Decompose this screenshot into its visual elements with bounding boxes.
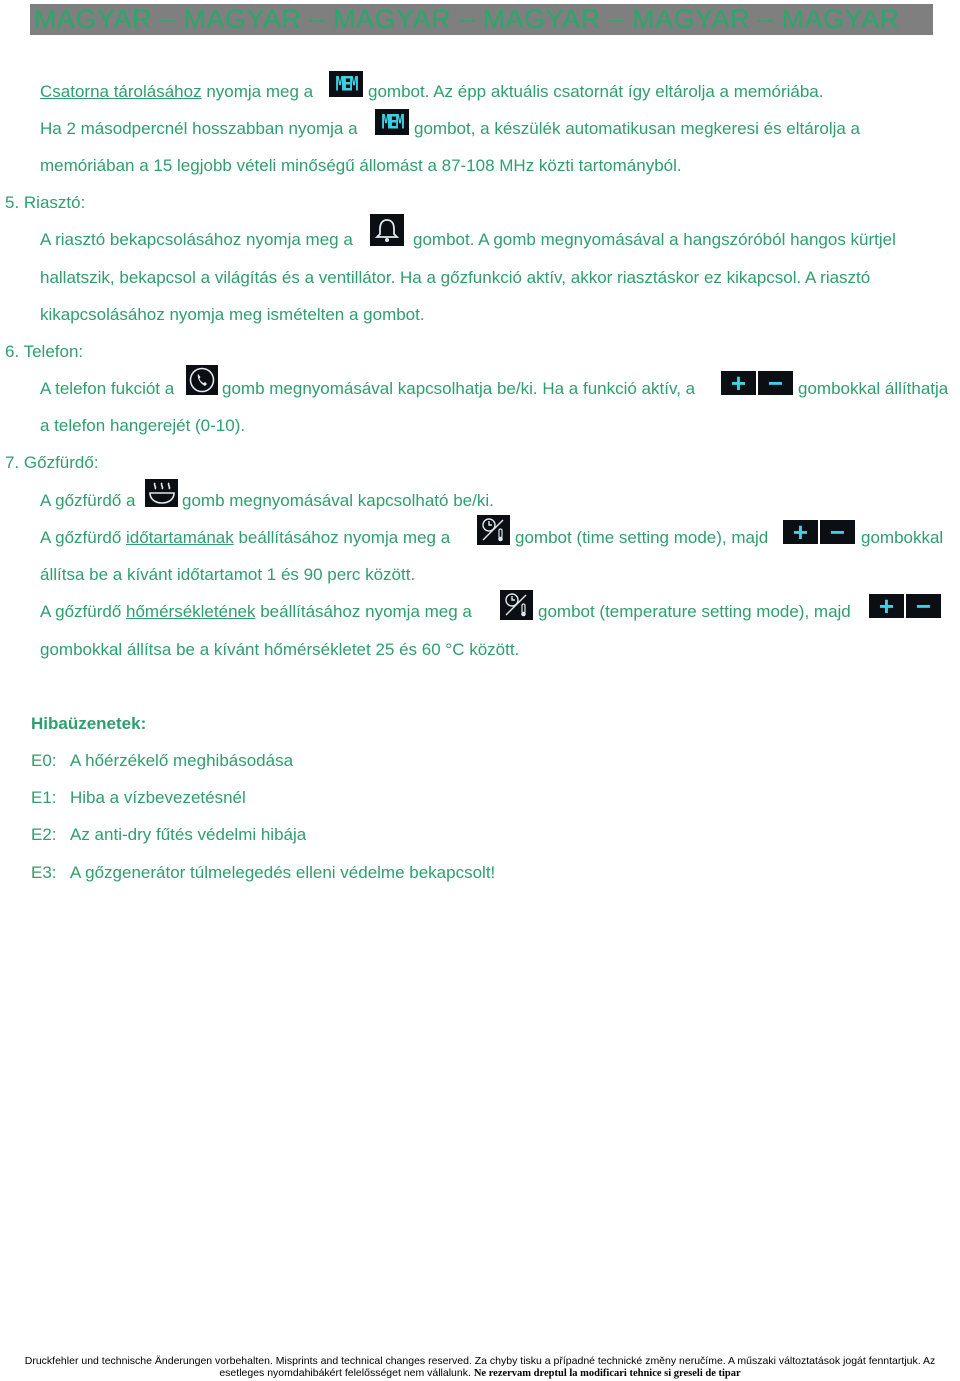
steam-line-2c: gombot (time setting mode), majd (515, 528, 769, 547)
steam-line-1a: A gőzfürdő a (40, 491, 136, 510)
memory-link: Csatorna tárolásához (40, 82, 202, 101)
phone-icon (186, 365, 218, 395)
error-item: E2: Az anti-dry fűtés védelmi hibája (31, 825, 307, 844)
temperature-link: hőmérsékletének (126, 602, 256, 621)
steam-line-2d: gombokkal (861, 528, 944, 547)
steam-line-4a: A gőzfürdő hőmérsékletének beállításához nyomja meg a (40, 602, 472, 621)
header-banner-text: MAGYAR – MAGYAR – MAGYAR – MAGYAR – MAGYAR – MAGYAR (34, 4, 900, 34)
alarm-heading: 5. Riasztó: (5, 193, 86, 212)
alarm-line-1b: gombot. A gomb megnyomásával a hangszóróból hangos kürtjel (413, 230, 896, 249)
alarm-line-3: kikapcsolásához nyomja meg ismételten a gombot. (40, 305, 425, 324)
minus-icon: − (820, 520, 855, 544)
steam-line-5: gombokkal állítsa be a kívánt hőmérsékletet 25 és 60 °C között. (40, 640, 520, 659)
errors-heading: Hibaüzenetek: (31, 714, 147, 733)
footer-line-2: esetleges nyomdahibákért felelősséget nem vállalunk. Ne rezervam dreptul la modificari tehnice si greseli de tipar (219, 1367, 741, 1379)
memory-line-1: Csatorna tárolásához nyomja meg a (40, 82, 314, 101)
error-item: E0: A hőérzékelő meghibásodása (31, 751, 294, 770)
header-banner (30, 4, 933, 35)
minus-icon: − (758, 371, 793, 395)
phone-heading: 6. Telefon: (5, 342, 84, 361)
phone-line-2: a telefon hangerejét (0-10). (40, 416, 246, 435)
phone-line-1a: A telefon fukciót a (40, 379, 175, 398)
plus-minus-icon-2 (783, 517, 855, 547)
phone-line-1c: gombokkal állíthatja (798, 379, 949, 398)
error-item: E1: Hiba a vízbevezetésnél (31, 788, 246, 807)
alarm-line-2: hallatszik, bekapcsol a világítás és a ventillátor. Ha a gőzfunkció aktív, akkor riasztáskor ez kikapcsol. A riasztó (40, 268, 871, 287)
temperature-setting-icon (500, 590, 533, 620)
duration-link: időtartamának (126, 528, 234, 547)
footer-line-1: Druckfehler und technische Änderungen vorbehalten. Misprints and technical changes reserved. Za chyby tisku a případné technické změny neručíme. A műszaki változtatások jogát fenntartjuk. Az (24, 1355, 936, 1367)
memory-line-2b: gombot, a készülék automatikusan megkeresi és eltárolja a (414, 119, 861, 138)
steam-bath-icon (145, 479, 178, 507)
minus-icon: − (906, 594, 941, 618)
bell-icon (370, 214, 404, 246)
steam-line-2a: A gőzfürdő időtartamának beállításához nyomja meg a (40, 528, 451, 547)
phone-line-1b: gomb megnyomásával kapcsolhatja be/ki. Ha a funkció aktív, a (222, 379, 696, 398)
memory-line-1b: gombot. Az épp aktuális csatornát így eltárolja a memóriába. (368, 82, 824, 101)
mem-button-icon: MEM (329, 71, 363, 97)
error-item: E3: A gőzgenerátor túlmelegedés elleni védelme bekapcsolt! (31, 863, 496, 882)
steam-line-3: állítsa be a kívánt időtartamot 1 és 90 perc között. (40, 565, 416, 584)
mem-button-icon-2: MEM (375, 109, 409, 135)
steam-line-1b: gomb megnyomásával kapcsolható be/ki. (182, 491, 494, 510)
plus-icon: + (721, 371, 756, 395)
plus-minus-icon (721, 368, 793, 398)
time-setting-icon (477, 515, 510, 545)
plus-icon: + (783, 520, 818, 544)
steam-line-4c: gombot (temperature setting mode), majd (538, 602, 851, 621)
memory-line-2a: Ha 2 másodpercnél hosszabban nyomja a (40, 119, 358, 138)
memory-line-3: memóriában a 15 legjobb vételi minőségű állomást a 87-108 MHz közti tartományból. (40, 156, 682, 175)
plus-icon: + (869, 594, 904, 618)
steam-heading: 7. Gőzfürdő: (5, 453, 99, 472)
alarm-line-1a: A riasztó bekapcsolásához nyomja meg a (40, 230, 353, 249)
plus-minus-icon-3 (869, 591, 941, 621)
